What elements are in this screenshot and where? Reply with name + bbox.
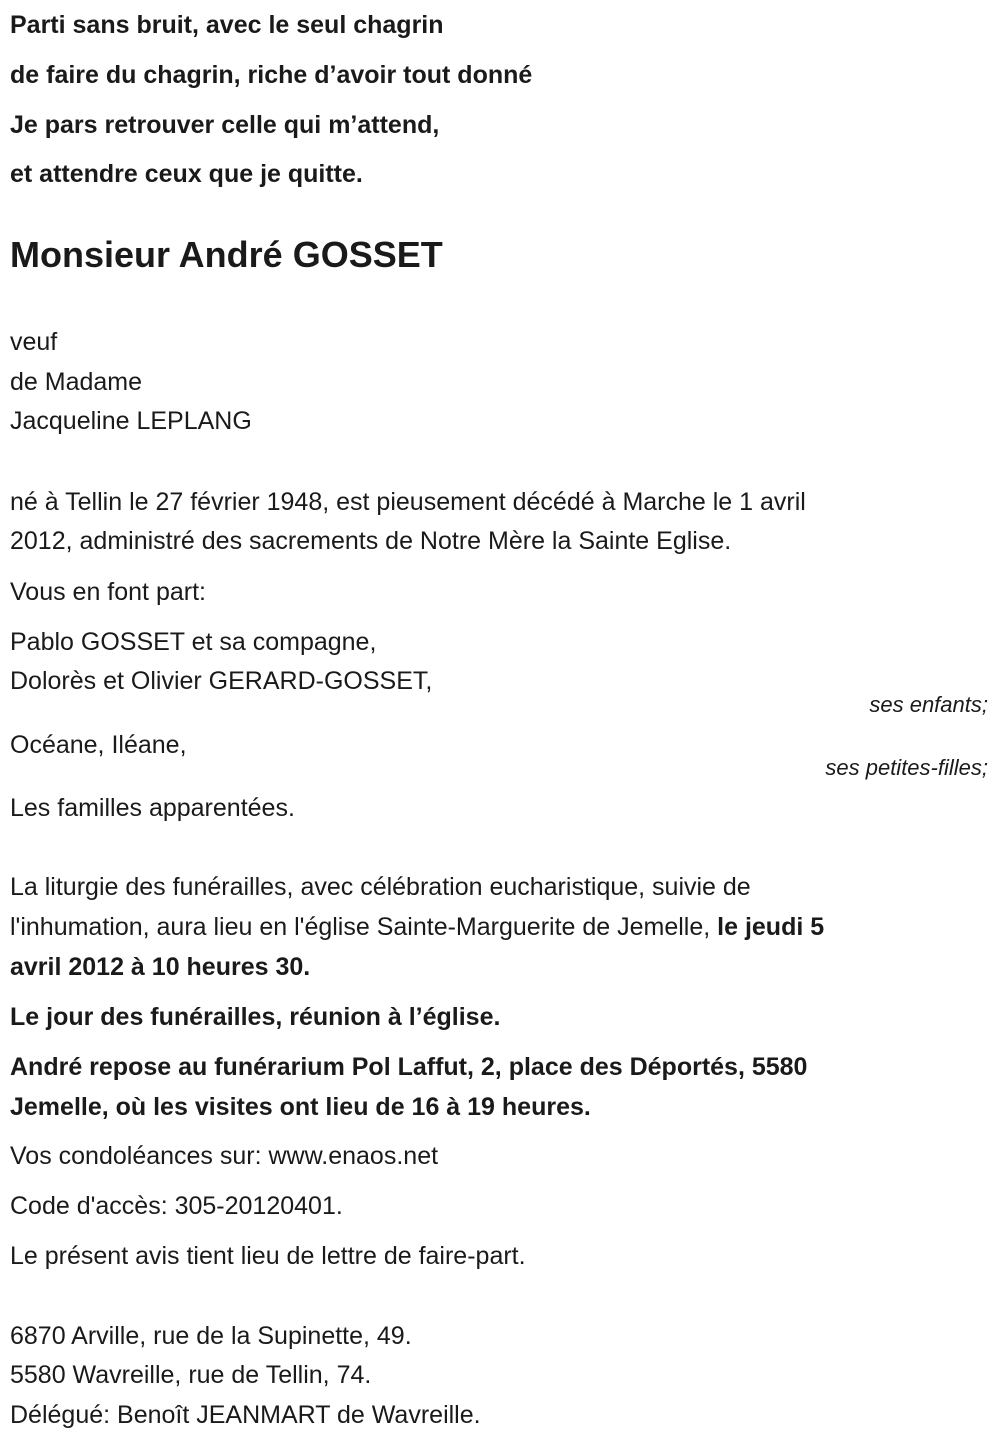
children-role: ses enfants; — [869, 692, 988, 717]
widower-line: de Madame — [10, 368, 143, 396]
children-line: Dolorès et Olivier GERARD-GOSSET, — [10, 667, 433, 695]
funeral-line: La liturgie des funérailles, avec célébration eucharistique, suivie de — [10, 873, 751, 901]
poem-line: Parti sans bruit, avec le seul chagrin — [10, 11, 444, 39]
poem-line: de faire du chagrin, riche d’avoir tout donné — [10, 61, 533, 89]
rest-line: Jemelle, où les visites ont lieu de 16 à 19 heures. — [10, 1093, 591, 1121]
widower-line: veuf — [10, 328, 58, 356]
funeral-line — [10, 911, 824, 943]
widower-line: Jacqueline LEPLANG — [10, 407, 252, 435]
rest-line: André repose au funérarium Pol Laffut, 2, place des Déportés, 5580 — [10, 1053, 808, 1081]
access-code-line: Code d'accès: 305-20120401. — [10, 1192, 343, 1220]
meeting-line: Le jour des funérailles, réunion à l’église. — [10, 1003, 501, 1031]
poem-line: Je pars retrouver celle qui m’attend, — [10, 111, 440, 139]
children-line: Pablo GOSSET et sa compagne, — [10, 628, 377, 656]
birth-death-line: né à Tellin le 27 février 1948, est pieusement décédé à Marche le 1 avril — [10, 488, 806, 516]
announce-text: Vous en font part: — [10, 578, 206, 606]
condolences-line: Vos condoléances sur: www.enaos.net — [10, 1142, 439, 1170]
address-line: 5580 Wavreille, rue de Tellin, 74. — [10, 1361, 372, 1389]
families-line: Les familles apparentées. — [10, 794, 295, 822]
delegate-line: Délégué: Benoît JEANMART de Wavreille. — [10, 1401, 481, 1429]
address-line: 6870 Arville, rue de la Supinette, 49. — [10, 1322, 412, 1350]
grandchildren-role: ses petites-filles; — [825, 755, 988, 780]
grandchildren-line: Océane, Iléane, — [10, 731, 187, 759]
funeral-date-line: avril 2012 à 10 heures 30. — [10, 953, 311, 981]
deceased-name-title: Monsieur André GOSSET — [10, 234, 443, 275]
funeral-date: le jeudi 5 — [717, 913, 825, 941]
funeral-text: l'inhumation, aura lieu en l'église Sainte-Marguerite de Jemelle, — [10, 913, 718, 941]
poem-line: et attendre ceux que je quitte. — [10, 160, 363, 188]
notice-line: Le présent avis tient lieu de lettre de faire-part. — [10, 1242, 526, 1270]
birth-death-line: 2012, administré des sacrements de Notre Mère la Sainte Eglise. — [10, 527, 732, 555]
